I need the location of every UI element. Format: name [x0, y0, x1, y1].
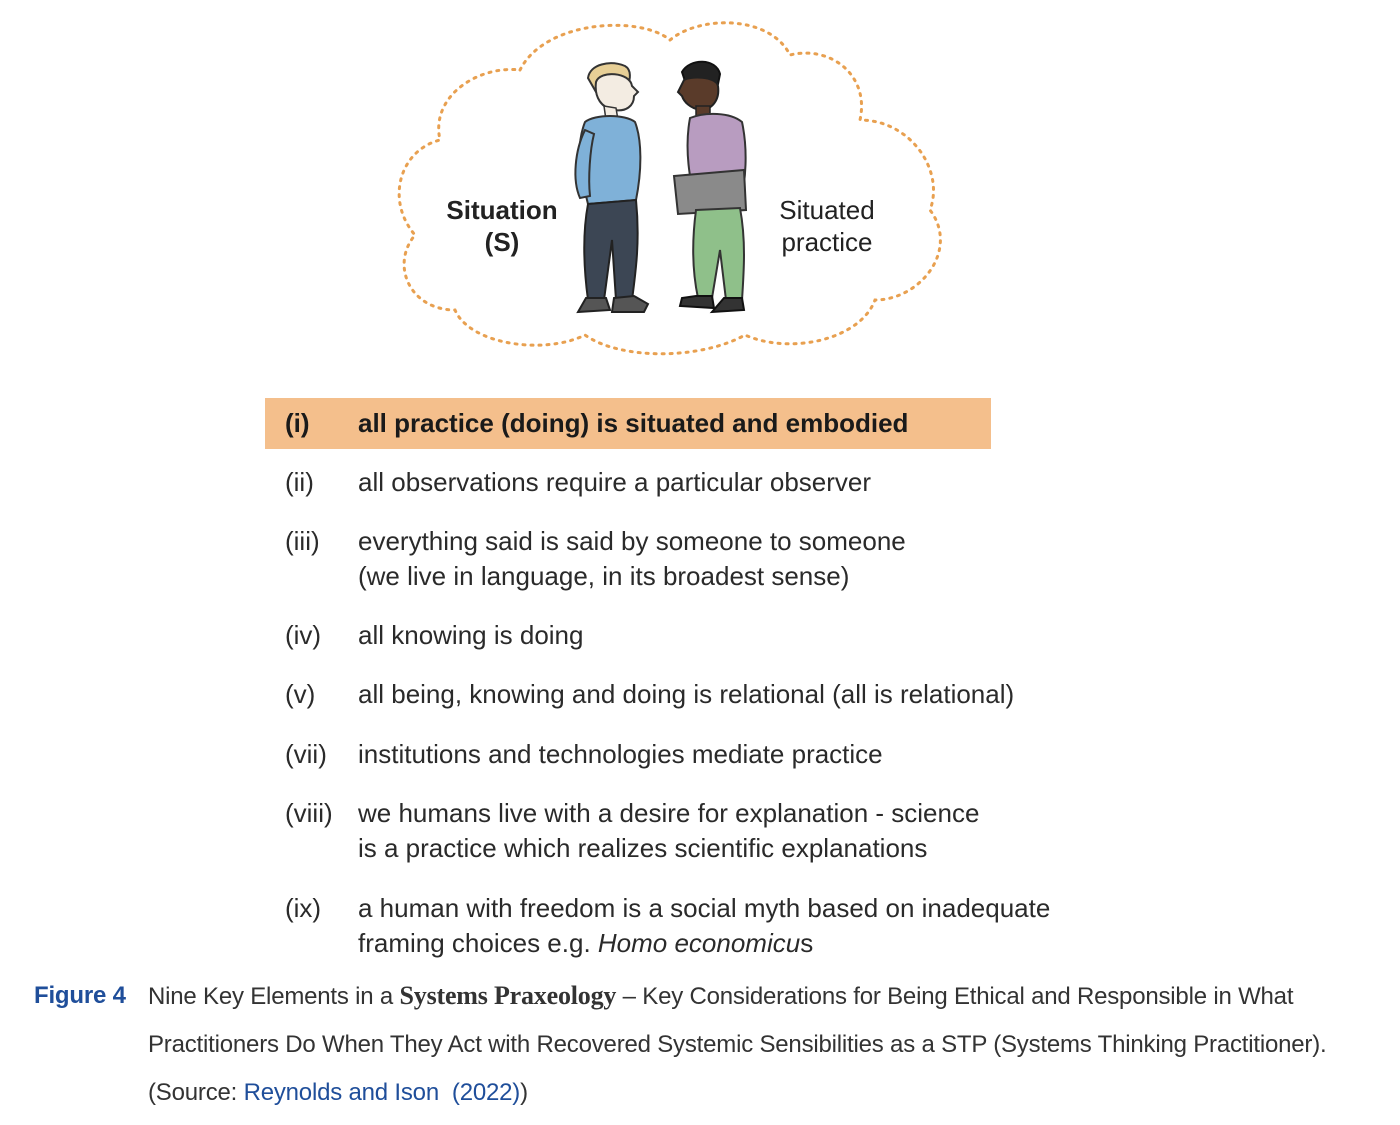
situated-practice-label-line1: Situated	[779, 195, 875, 225]
element-text	[358, 891, 1258, 961]
caption-body	[148, 972, 1388, 1117]
dotted-cloud-outline	[399, 23, 940, 354]
element-item-highlighted	[265, 398, 991, 449]
source-authors-link[interactable]: Reynolds and Ison	[243, 1079, 439, 1106]
element-text: all observations require a particular observer	[358, 467, 872, 497]
situation-label-line1: Situation	[446, 195, 558, 225]
element-number: (i)	[285, 408, 310, 438]
situation-label-line2: (S)	[484, 227, 520, 257]
element-number: (ix)	[285, 893, 322, 923]
person-purple-shirt-illustration	[674, 62, 746, 312]
element-text: institutions and technologies mediate practice	[358, 739, 883, 769]
element-text-line2-prefix: framing choices e.g.	[358, 928, 598, 958]
element-number: (v)	[285, 679, 316, 709]
caption-text-after: – Key Considerations for Being Ethical and Responsible in What Practitioners Do When They Act with Recovered Systemic Sensibilities as a STP (Systems Thinking Practitioner). (Source:	[148, 983, 1327, 1106]
element-number: (viii)	[285, 798, 333, 828]
element-number: (vii)	[285, 739, 327, 769]
caption-text-end: )	[520, 1079, 528, 1106]
figure-label: Figure 4	[34, 982, 126, 1009]
situated-practice-label	[752, 194, 902, 258]
element-text-line2-suffix: s	[800, 928, 814, 958]
situation-cloud-illustration	[0, 0, 1400, 380]
element-text: all being, knowing and doing is relational (all is relational)	[358, 679, 1015, 709]
situated-practice-label-line2: practice	[781, 227, 873, 257]
element-text: we humans live with a desire for explanation - science is a practice which realizes scientific explanations	[358, 798, 980, 863]
element-text: all practice (doing) is situated and embodied	[358, 408, 909, 438]
source-year-link[interactable]: (2022)	[451, 1079, 521, 1106]
situation-label	[422, 194, 582, 258]
element-number: (ii)	[285, 467, 314, 497]
element-number: (iii)	[285, 526, 320, 556]
caption-bold-term: Systems Praxeology	[399, 981, 617, 1010]
element-text: everything said is said by someone to someone (we live in language, in its broadest sense)	[358, 526, 906, 591]
caption-text-before: Nine Key Elements in a	[148, 983, 400, 1010]
element-text: all knowing is doing	[358, 620, 584, 650]
element-text-line1: a human with freedom is a social myth based on inadequate	[358, 893, 1051, 923]
element-text-italic-term: Homo economicu	[597, 928, 801, 958]
person-blue-shirt-illustration	[575, 63, 648, 312]
element-number: (iv)	[285, 620, 322, 650]
